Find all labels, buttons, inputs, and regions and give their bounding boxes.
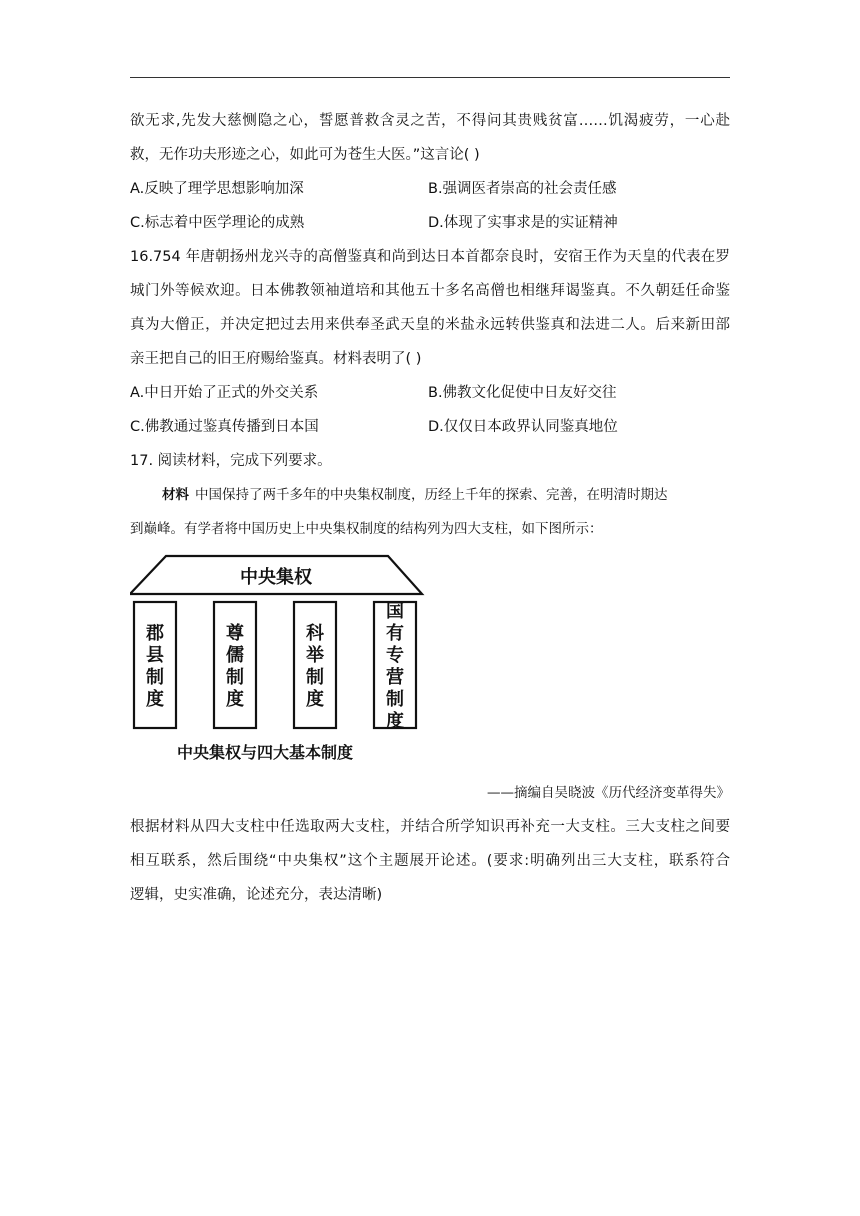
q15-line-1: 欲无求,先发大慈恻隐之心，誓愿普救含灵之苦，不得问其贵贱贫富……饥渴疲劳，一心赴 xyxy=(130,113,730,129)
pillar-3-char: 科 xyxy=(306,623,324,644)
q17-task-line-2: 相互联系，然后围绕“中央集权”这个主题展开论述。(要求:明确列出三大支柱，联系符合 xyxy=(130,853,730,869)
pillar-3-char: 举 xyxy=(306,645,324,666)
pillar-4-char: 制 xyxy=(386,689,404,710)
q15-option-d: D.体现了实事求是的实证精神 xyxy=(428,215,618,231)
diagram-pillars xyxy=(134,601,416,732)
q15-option-c: C.标志着中医学理论的成熟 xyxy=(130,215,305,231)
q15-option-a: A.反映了理学思想影响加深 xyxy=(130,181,304,197)
q16-line-1: 16.754 年唐朝扬州龙兴寺的高僧鉴真和尚到达日本首都奈良时，安宿王作为天皇的代表在罗 xyxy=(130,249,730,265)
q17-stem: 17. 阅读材料，完成下列要求。 xyxy=(130,453,332,469)
page-content xyxy=(130,104,730,912)
material-text-1: 中国保持了两千多年的中央集权制度，历经上千年的探索、完善，在明清时期达 xyxy=(195,487,668,503)
q16-option-c: C.佛教通过鉴真传播到日本国 xyxy=(130,419,319,435)
pillar-1-char: 制 xyxy=(146,667,164,688)
q15-line-2: 救，无作功夫形迹之心，如此可为苍生大医。”这言论( ) xyxy=(130,147,480,163)
pillar-2-char: 尊 xyxy=(226,623,244,644)
q16-options-row-1 xyxy=(130,376,730,410)
q16-option-b: B.佛教文化促使中日友好交往 xyxy=(428,385,617,401)
q17-task-line-3: 逻辑，史实准确，论述充分，表达清晰) xyxy=(130,887,383,903)
pillar-1-char: 郡 xyxy=(146,623,164,644)
q15-options-row-1 xyxy=(130,172,730,206)
q16-option-d: D.仅仅日本政界认同鉴真地位 xyxy=(428,419,618,435)
pillar-2-char: 儒 xyxy=(226,645,244,666)
q16-options-row-2 xyxy=(130,410,730,444)
q15-option-b: B.强调医者崇高的社会责任感 xyxy=(428,181,617,197)
central-power-diagram xyxy=(130,546,730,776)
q16-line-2: 城门外等候欢迎。日本佛教领袖道培和其他五十多名高僧也相继拜谒鉴真。不久朝廷任命鉴 xyxy=(130,283,730,299)
pillar-1-char: 度 xyxy=(146,689,164,710)
pillar-4-char: 营 xyxy=(386,667,404,688)
pillar-4-char: 国 xyxy=(386,601,404,622)
diagram-svg xyxy=(130,546,730,776)
q15-options-row-2 xyxy=(130,206,730,240)
pillar-2-char: 制 xyxy=(226,667,244,688)
pillar-4-char: 有 xyxy=(386,623,404,644)
pillar-1-char: 县 xyxy=(146,645,164,666)
diagram-caption: 中央集权与四大基本制度 xyxy=(176,743,354,762)
q17-source: ——摘编自吴晓波《历代经济变革得失》 xyxy=(487,785,730,801)
q17-material-line-1 xyxy=(130,478,730,512)
pillar-4-char: 专 xyxy=(386,645,404,666)
q16-line-3: 真为大僧正，并决定把过去用来供奉圣武天皇的米盐永远转供鉴真和法进二人。后来新田部 xyxy=(130,317,730,333)
pillar-3-char: 制 xyxy=(306,667,324,688)
pillar-2-char: 度 xyxy=(226,689,244,710)
q16-line-4: 亲王把自己的旧王府赐给鉴真。材料表明了( ) xyxy=(130,351,422,367)
q16-option-a: A.中日开始了正式的外交关系 xyxy=(130,385,319,401)
q17-task-line-1: 根据材料从四大支柱中任选取两大支柱，并结合所学知识再补充一大支柱。三大支柱之间要 xyxy=(130,819,730,835)
pillar-4-char: 度 xyxy=(386,711,404,732)
pillar-3-char: 度 xyxy=(306,689,324,710)
header-rule xyxy=(130,77,730,78)
material-label: 材料 xyxy=(162,487,189,503)
q17-material-line-2: 到巅峰。有学者将中国历史上中央集权制度的结构列为四大支柱，如下图所示： xyxy=(130,521,603,537)
diagram-roof-label: 中央集权 xyxy=(240,567,312,588)
